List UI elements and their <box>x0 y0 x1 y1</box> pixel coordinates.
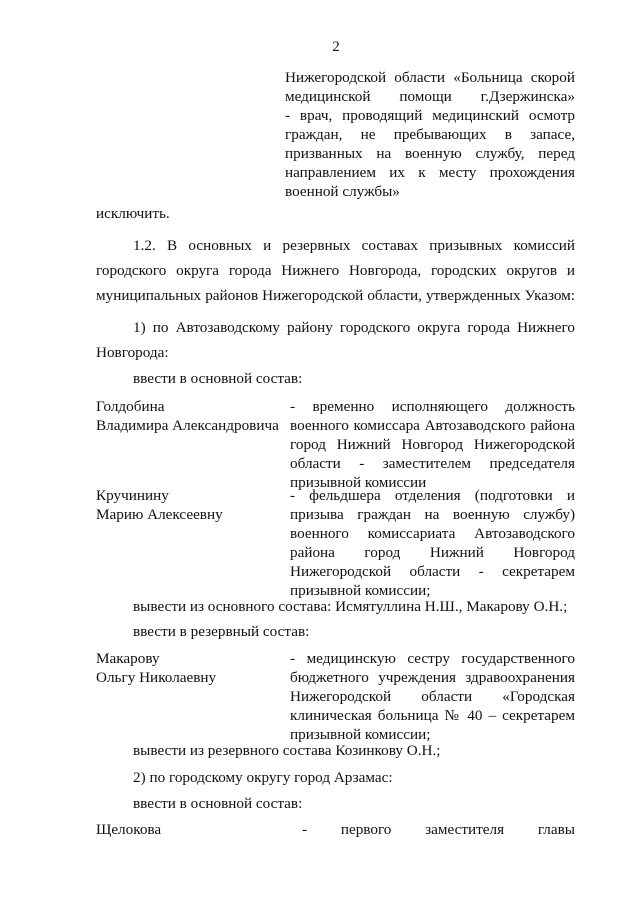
person-desc: военного комиссариата Автозаводского <box>290 525 575 542</box>
item2-intro: ввести в основной состав: <box>133 795 303 812</box>
person-desc: призывной комиссии; <box>290 582 431 599</box>
top-line: призванных на военную службу, перед <box>285 145 575 162</box>
item1-line: 1) по Автозаводскому району городского округа города Нижнего <box>133 319 575 336</box>
person-desc: клиническая больница № 40 – секретарем <box>290 707 575 724</box>
top-line: военной службы» <box>285 183 400 200</box>
remove-reserve-line: вывести из резервного состава Козинкову О.Н.; <box>133 742 441 759</box>
paragraph-line: 1.2. В основных и резервных составах призывных комиссий <box>133 237 575 254</box>
paragraph-line: муниципальных районов Нижегородской области, утвержденных Указом: <box>96 287 575 304</box>
item1-intro: ввести в основной состав: <box>133 370 303 387</box>
top-line: Нижегородской области «Больница скорой <box>285 69 575 86</box>
person-desc: призывной комиссии; <box>290 726 431 743</box>
person-desc: Нижегородской области - секретарем <box>290 563 575 580</box>
remove-main-line: вывести из основного состава: Исмятуллина Н.Ш., Макарову О.Н.; <box>133 598 568 615</box>
top-line: граждан, не пребывающих в запасе, <box>285 126 575 143</box>
person-name: Марию Алексеевну <box>96 506 223 523</box>
person-desc: - временно исполняющего должность <box>290 398 575 415</box>
item2-line: 2) по городскому округу город Арзамас: <box>133 769 393 786</box>
page-number: 2 <box>332 39 340 55</box>
top-line: - врач, проводящий медицинский осмотр <box>285 107 575 124</box>
person-desc: Нижегородской области «Городская <box>290 688 575 705</box>
person-name: Щелокова <box>96 821 162 838</box>
person-name: Кручинину <box>96 487 169 504</box>
person-desc: бюджетного учреждения здравоохранения <box>290 669 575 686</box>
person-name: Владимира Александровича <box>96 417 279 434</box>
person-desc: - фельдшера отделения (подготовки и <box>290 487 575 504</box>
top-line: медицинской помощи г.Дзержинска» <box>285 88 575 105</box>
person-name: Ольгу Николаевну <box>96 669 217 686</box>
person-name: Макарову <box>96 650 160 667</box>
person-desc: призыва граждан на военную службу) <box>290 506 575 523</box>
top-line: направлением их к месту прохождения <box>285 164 575 181</box>
paragraph-line: городского округа города Нижнего Новгорода, городских округов и <box>96 262 575 279</box>
person-name: Голдобина <box>96 398 165 415</box>
person-desc: военного комиссара Автозаводского района <box>290 417 575 434</box>
person-desc: - медицинскую сестру государственного <box>290 650 575 667</box>
person-desc: района город Нижний Новгород <box>290 544 575 561</box>
person-desc: призывной комиссии <box>290 474 427 491</box>
person-desc: области - заместителем председателя <box>290 455 575 472</box>
add-reserve-line: ввести в резервный состав: <box>133 623 310 640</box>
person-desc: - первого заместителя главы <box>302 821 575 838</box>
exclude-word: исключить. <box>96 205 170 222</box>
person-desc: город Нижний Новгород Нижегородской <box>290 436 575 453</box>
item1-line: Новгорода: <box>96 344 169 361</box>
